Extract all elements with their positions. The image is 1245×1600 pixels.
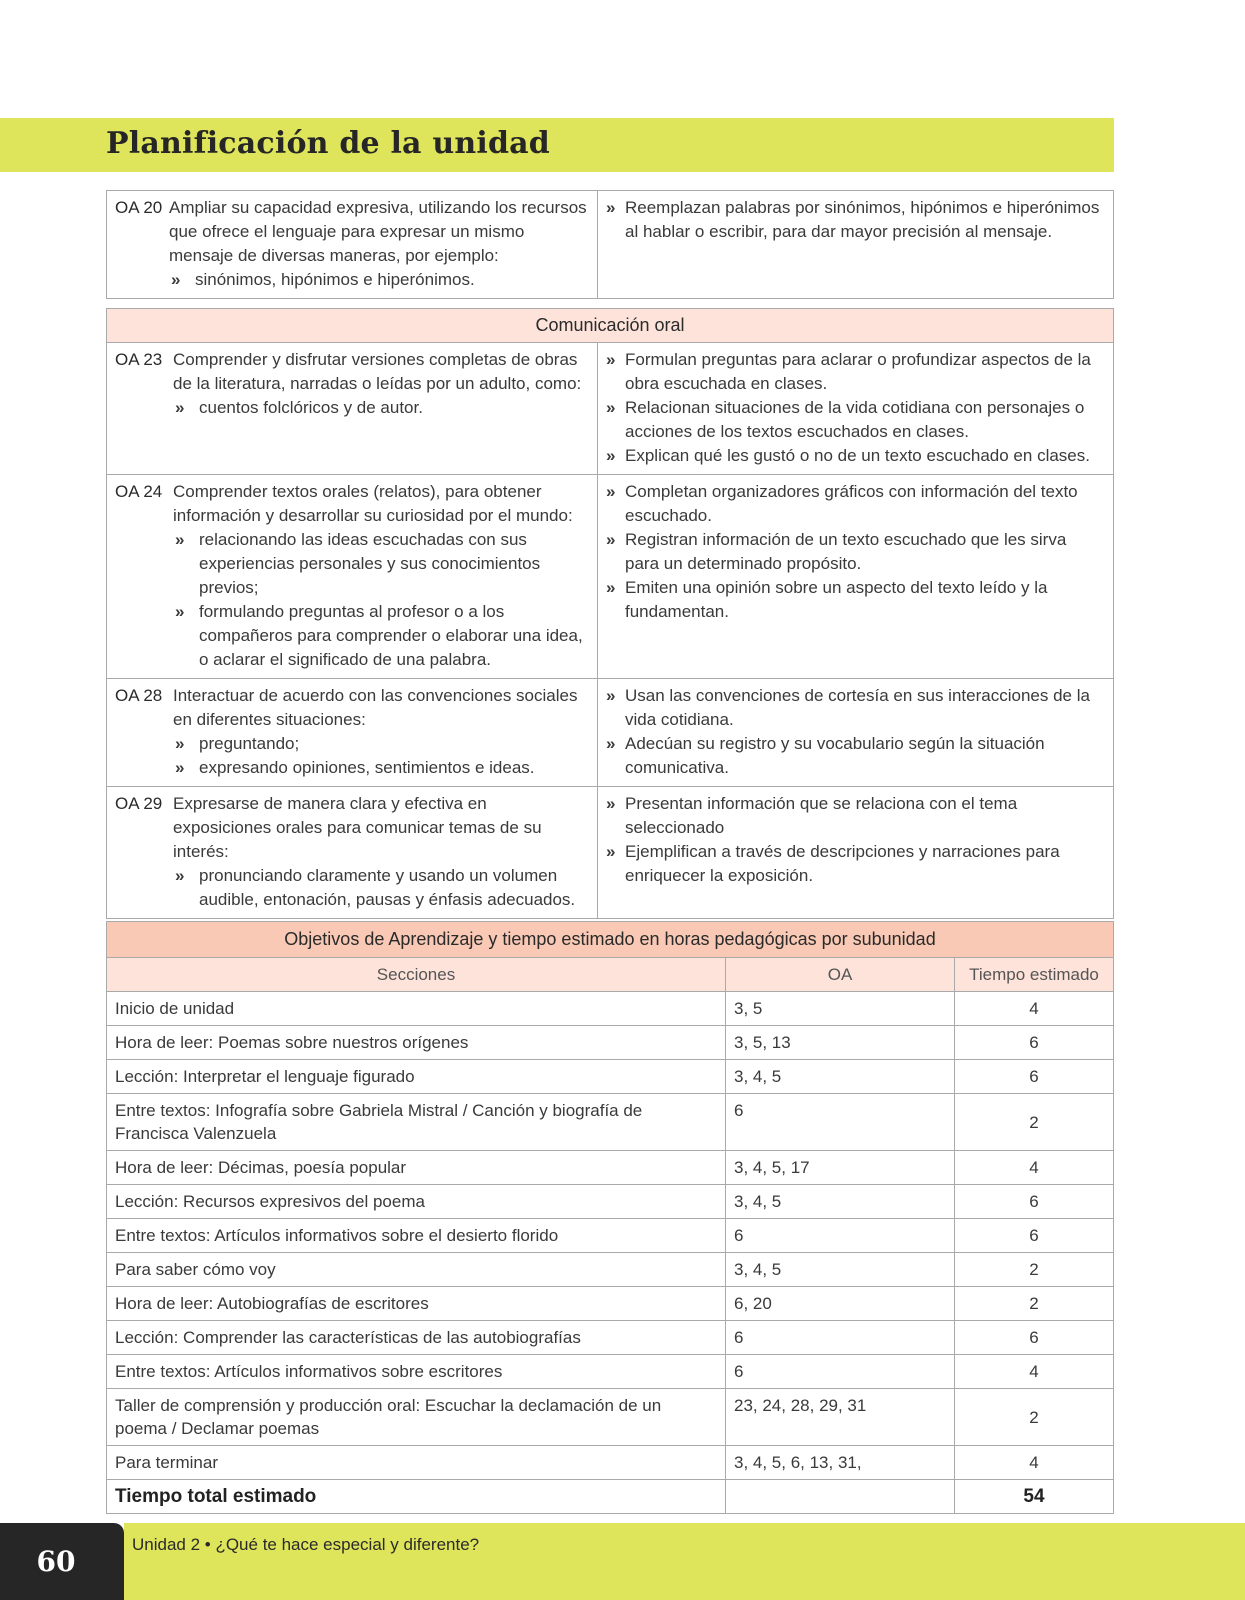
table-row (107, 1060, 1114, 1094)
section-cell: Entre textos: Artículos informativos sobre escritores (107, 1355, 726, 1389)
time-cell: 6 (955, 1321, 1114, 1355)
indicator-cell (598, 787, 1114, 919)
indicator-item: » Ejemplifican a través de descripciones y narraciones para enriquecer la exposición. (606, 842, 1060, 885)
oa-bullet: » formulando preguntas al profesor o a los compañeros para comprender o elaborar una idea, o aclarar el significado de una palabra. (175, 602, 583, 669)
oa-cell (107, 191, 598, 299)
oa-code: OA 28 (115, 686, 163, 705)
table-row (107, 1287, 1114, 1321)
indicator-item: » Presentan información que se relaciona con el tema seleccionado (606, 794, 1018, 837)
indicator-item: » Usan las convenciones de cortesía en sus interacciones de la vida cotidiana. (606, 686, 1090, 729)
oa-cell: 23, 24, 28, 29, 31 (726, 1389, 955, 1446)
oa-cell: 6 (726, 1355, 955, 1389)
oa-cell: 3, 5, 13 (726, 1026, 955, 1060)
total-label: Tiempo total estimado (107, 1480, 726, 1514)
time-cell: 6 (955, 1060, 1114, 1094)
oa-bullet: » pronunciando claramente y usando un volumen audible, entonación, pausas y énfasis adecuados. (175, 866, 576, 909)
oa-text: Expresarse de manera clara y efectiva en exposiciones orales para comunicar temas de su interés: (173, 794, 542, 861)
oa-bullet: » relacionando las ideas escuchadas con sus experiencias personales y sus conocimientos previos; (175, 530, 541, 597)
table-body (107, 992, 1114, 1480)
oa-description (169, 196, 589, 292)
oa-cell: 3, 4, 5 (726, 1185, 955, 1219)
table-row (107, 1185, 1114, 1219)
time-cell: 2 (955, 1094, 1114, 1151)
section-cell: Lección: Comprender las características de las autobiografías (107, 1321, 726, 1355)
indicator-cell (598, 343, 1114, 475)
oa-text: Ampliar su capacidad expresiva, utilizando los recursos que ofrece el lenguaje para expresar un mismo mensaje de diversas maneras, por ejemplo: (169, 198, 587, 265)
table-row (107, 1026, 1114, 1060)
section-cell: Lección: Recursos expresivos del poema (107, 1185, 726, 1219)
oa-cell: 3, 5 (726, 992, 955, 1026)
time-cell: 6 (955, 1219, 1114, 1253)
oa-text: Comprender textos orales (relatos), para obtener información y desarrollar su curiosidad por el mundo: (173, 482, 573, 525)
section-cell: Para saber cómo voy (107, 1253, 726, 1287)
time-cell: 4 (955, 1151, 1114, 1185)
time-cell: 2 (955, 1389, 1114, 1446)
oa-table-comunicacion-oral (106, 308, 1114, 919)
oa-bullet: » preguntando; (175, 734, 300, 753)
indicator-item: » Reemplazan palabras por sinónimos, hipónimos e hiperónimos al hablar o escribir, para dar mayor precisión al mensaje. (606, 196, 1105, 244)
table-row (107, 1219, 1114, 1253)
table-header-row (107, 958, 1114, 992)
column-header: Tiempo estimado (955, 958, 1114, 992)
oa-row (107, 679, 1114, 787)
oa-cell: 6 (726, 1321, 955, 1355)
footer-unit-text: Unidad 2 • ¿Qué te hace especial y diferente? (132, 1535, 480, 1554)
indicator-item: » Completan organizadores gráficos con información del texto escuchado. (606, 482, 1078, 525)
table-row (107, 1151, 1114, 1185)
section-cell: Entre textos: Infografía sobre Gabriela Mistral / Canción y biografía de Francisca Valenzuela (107, 1094, 726, 1151)
oa-row (107, 343, 1114, 475)
column-header: Secciones (107, 958, 726, 992)
section-cell: Entre textos: Artículos informativos sobre el desierto florido (107, 1219, 726, 1253)
total-row (107, 1480, 1114, 1514)
oa-cell: 6 (726, 1219, 955, 1253)
oa-row (107, 475, 1114, 679)
section-title: Comunicación oral (107, 309, 1114, 343)
table-row (107, 992, 1114, 1026)
oa-cell (107, 679, 598, 787)
indicator-item: » Formulan preguntas para aclarar o profundizar aspectos de la obra escuchada en clases. (606, 350, 1091, 393)
page-number: 60 (36, 1545, 76, 1578)
section-cell: Lección: Interpretar el lenguaje figurado (107, 1060, 726, 1094)
oa-code: OA 20 (115, 198, 163, 217)
indicator-cell (598, 475, 1114, 679)
time-cell: 4 (955, 1446, 1114, 1480)
oa-cell (107, 787, 598, 919)
time-cell: 2 (955, 1287, 1114, 1321)
table-caption: Objetivos de Aprendizaje y tiempo estimado en horas pedagógicas por subunidad (107, 922, 1114, 958)
table-row (107, 1446, 1114, 1480)
oa-cell (107, 343, 598, 475)
table-row (107, 1321, 1114, 1355)
footer-page-number-block (0, 1523, 124, 1600)
section-cell: Hora de leer: Poemas sobre nuestros orígenes (107, 1026, 726, 1060)
indicator-cell (598, 679, 1114, 787)
table-row (107, 1253, 1114, 1287)
section-cell: Inicio de unidad (107, 992, 726, 1026)
oa-code: OA 29 (115, 794, 163, 813)
oa-cell (107, 475, 598, 679)
oa-bullet: » cuentos folclóricos y de autor. (175, 398, 423, 417)
section-cell: Hora de leer: Autobiografías de escritores (107, 1287, 726, 1321)
table-row (107, 1094, 1114, 1151)
time-estimate-table (106, 921, 1114, 1514)
total-value: 54 (955, 1480, 1114, 1514)
oa-row (107, 191, 1114, 299)
oa-cell: 6 (726, 1094, 955, 1151)
table-row (107, 1389, 1114, 1446)
bullet-marker: » (606, 198, 616, 217)
time-cell: 6 (955, 1026, 1114, 1060)
page-title: Planificación de la unidad (106, 126, 550, 161)
oa-cell: 3, 4, 5 (726, 1060, 955, 1094)
oa-bullet: » sinónimos, hipónimos e hiperónimos. (169, 268, 589, 292)
title-bar (0, 118, 1114, 172)
bullet-marker: » (171, 270, 181, 289)
footer-bar (124, 1523, 1245, 1600)
section-cell: Para terminar (107, 1446, 726, 1480)
section-cell: Hora de leer: Décimas, poesía popular (107, 1151, 726, 1185)
oa-bullet: » expresando opiniones, sentimientos e ideas. (175, 758, 535, 777)
table-row (107, 1355, 1114, 1389)
time-cell: 6 (955, 1185, 1114, 1219)
oa-code: OA 24 (115, 482, 163, 501)
oa-cell: 6, 20 (726, 1287, 955, 1321)
indicator-cell (598, 191, 1114, 299)
oa-text: Comprender y disfrutar versiones completas de obras de la literatura, narradas o leídas por un adulto, como: (173, 350, 582, 393)
oa-cell: 3, 4, 5, 6, 13, 31, (726, 1446, 955, 1480)
time-cell: 4 (955, 992, 1114, 1026)
oa-cell: 3, 4, 5, 17 (726, 1151, 955, 1185)
indicator-item: » Registran información de un texto escuchado que les sirva para un determinado propósito. (606, 530, 1067, 573)
oa-cell: 3, 4, 5 (726, 1253, 955, 1287)
indicator-item: » Relacionan situaciones de la vida cotidiana con personajes o acciones de los textos escuchados en clases. (606, 398, 1085, 441)
column-header: OA (726, 958, 955, 992)
oa-code: OA 23 (115, 350, 163, 369)
time-cell: 2 (955, 1253, 1114, 1287)
indicator-item: » Adecúan su registro y su vocabulario según la situación comunicativa. (606, 734, 1045, 777)
indicator-item: » Emiten una opinión sobre un aspecto del texto leído y la fundamentan. (606, 578, 1048, 621)
section-cell: Taller de comprensión y producción oral: Escuchar la declamación de un poema / Declamar poemas (107, 1389, 726, 1446)
indicator-item: » Explican qué les gustó o no de un texto escuchado en clases. (606, 446, 1090, 465)
time-cell: 4 (955, 1355, 1114, 1389)
oa-text: Interactuar de acuerdo con las convenciones sociales en diferentes situaciones: (173, 686, 578, 729)
oa-row (107, 787, 1114, 919)
total-oa-empty (726, 1480, 955, 1514)
oa-table-lenguaje (106, 190, 1114, 299)
